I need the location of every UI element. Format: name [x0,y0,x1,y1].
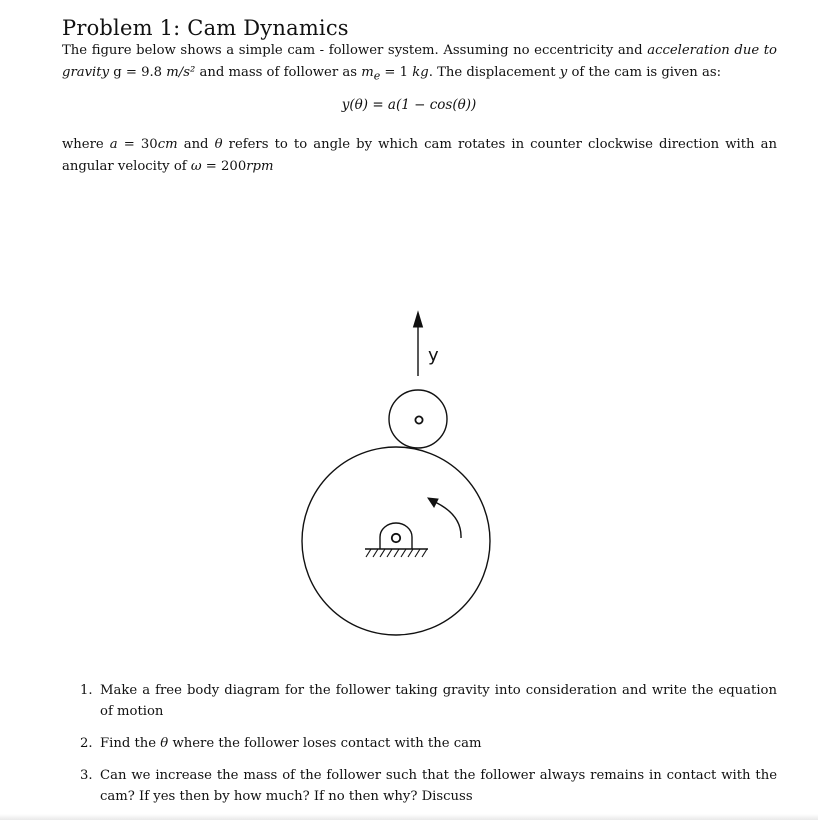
question-number: 2. [80,736,93,751]
question-text: Find the θ where the follower loses contact with the cam [100,736,482,751]
question-item-1 [80,680,777,722]
displacement-equation: y(θ) = a(1 − cos(θ)) [341,97,477,113]
pivot-support [380,523,412,549]
question-text: Can we increase the mass of the follower such that the follower always remains in contact with the cam? If yes then by how much? If no then why? Discuss [100,768,777,804]
question-item-2 [80,733,777,754]
pivot-pin [392,534,400,542]
cam-disc [302,447,490,635]
question-item-3 [80,765,777,807]
page-bottom-edge [0,814,818,820]
question-list [80,680,777,818]
problem-title: Problem 1: Cam Dynamics [62,16,349,40]
follower-roller [389,390,447,448]
y-axis-label: y [428,345,439,366]
follower-pin [415,416,422,423]
question-number: 1. [80,683,93,698]
problem-where-clause: where a = 30cm and θ refers to to angle by which cam rotates in counter clockwise direction with an angular velocity of ω = 200rpm [62,137,778,174]
rotation-arc [435,502,461,538]
rotation-arrowhead [428,498,438,507]
question-number: 3. [80,768,93,783]
ground-hatching [366,549,427,557]
y-axis-arrowhead [414,312,423,327]
question-text: Make a free body diagram for the follower taking gravity into consideration and write the equation of motion [100,683,777,719]
problem-intro: The figure below shows a simple cam - follower system. Assuming no eccentricity and acceleration due to gravity g = 9.8 m/s² and mass of follower as $m_e = 1$ kg. The displacement y of the cam is given as: [62,43,777,83]
